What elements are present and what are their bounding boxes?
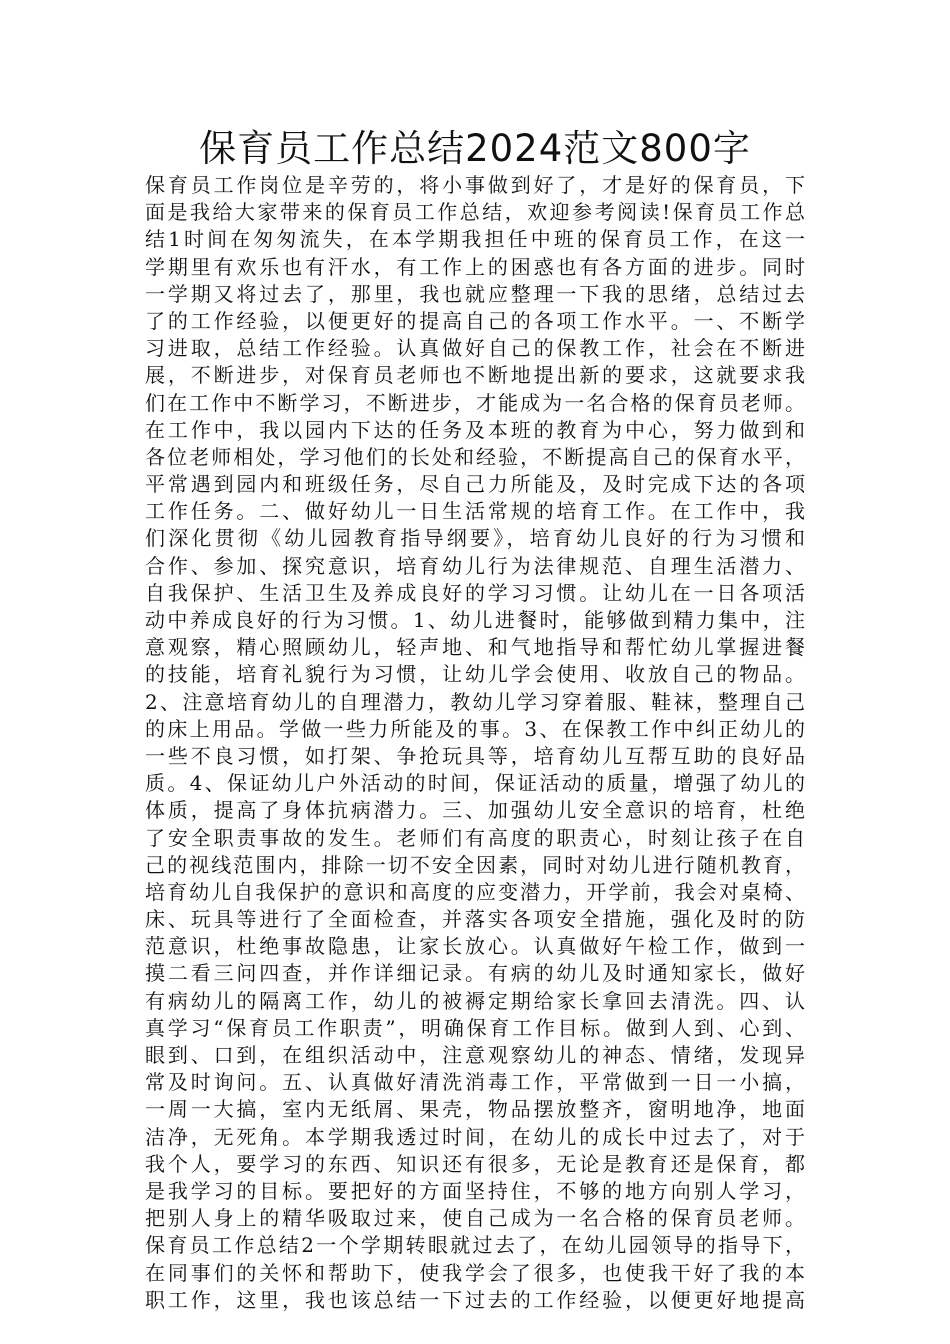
document-title: 保育员工作总结2024范文800字	[199, 127, 751, 170]
body-line: 一学期又将过去了，那里，我也就应整理一下我的思绪，总结过去	[145, 281, 805, 306]
body-line: 体质，提高了身体抗病潜力。三、加强幼儿安全意识的培育，杜绝	[145, 798, 805, 823]
body-line: 动中养成良好的行为习惯。1、幼儿进餐时，能够做到精力集中，注	[145, 608, 805, 632]
body-line: 意观察，精心照顾幼儿，轻声地、和气地指导和帮忙幼儿掌握进餐	[145, 635, 805, 660]
body-line: 在同事们的关怀和帮助下，使我学会了很多，也使我干好了我的本	[145, 1260, 805, 1285]
body-line: 保育员工作岗位是辛劳的，将小事做到好了，才是好的保育员，下	[145, 173, 805, 197]
body-line: 质。4、保证幼儿户外活动的时间，保证活动的质量，增强了幼儿的	[145, 771, 805, 796]
body-line: 把别人身上的精华吸取过来，使自己成为一名合格的保育员老师。	[145, 1206, 805, 1231]
body-line: 2、注意培育幼儿的自理潜力，教幼儿学习穿着服、鞋袜，整理自己	[145, 689, 805, 714]
body-line: 常及时询问。五、认真做好清洗消毒工作，平常做到一日一小搞，	[145, 1070, 805, 1095]
body-line: 摸二看三问四查，并作详细记录。有病的幼儿及时通知家长，做好	[145, 961, 805, 986]
body-line: 自我保护、生活卫生及养成良好的学习习惯。让幼儿在一日各项活	[145, 580, 805, 605]
body-line: 了的工作经验，以便更好的提高自己的各项工作水平。一、不断学	[145, 308, 805, 333]
document-body	[145, 172, 805, 1314]
body-line: 有病幼儿的隔离工作，幼儿的被褥定期给家长拿回去清洗。四、认	[145, 988, 805, 1013]
body-line: 平常遇到园内和班级任务，尽自己力所能及，及时完成下达的各项	[145, 472, 805, 497]
body-line: 展，不断进步，对保育员老师也不断地提出新的要求，这就要求我	[145, 363, 805, 388]
body-line: 们深化贯彻《幼儿园教育指导纲要》，培育幼儿良好的行为习惯和	[145, 526, 805, 551]
body-line: 一些不良习惯，如打架、争抢玩具等，培育幼儿互帮互助的良好品	[145, 743, 805, 768]
body-line: 学期里有欢乐也有汗水，有工作上的困惑也有各方面的进步。同时	[145, 254, 805, 279]
body-line: 洁净，无死角。本学期我透过时间，在幼儿的成长中过去了，对于	[145, 1124, 805, 1149]
body-line: 眼到、口到，在组织活动中，注意观察幼儿的神态、情绪，发现异	[145, 1043, 805, 1067]
body-line: 是我学习的目标。要把好的方面坚持住，不够的地方向别人学习，	[145, 1178, 805, 1203]
body-line: 结1时间在匆匆流失，在本学期我担任中班的保育员工作，在这一	[145, 227, 805, 252]
body-line: 保育员工作总结2一个学期转眼就过去了，在幼儿园领导的指导下，	[145, 1233, 805, 1258]
body-line: 一周一大搞，室内无纸屑、果壳，物品摆放整齐，窗明地净，地面	[145, 1097, 805, 1122]
body-line: 我个人，要学习的东西、知识还有很多，无论是教育还是保育，都	[145, 1151, 805, 1176]
body-line: 己的视线范围内，排除一切不安全因素，同时对幼儿进行随机教育，	[145, 852, 805, 877]
body-line: 了安全职责事故的发生。老师们有高度的职责心，时刻让孩子在自	[145, 825, 805, 850]
body-line: 真学习“保育员工作职责”，明确保育工作目标。做到人到、心到、	[145, 1015, 805, 1040]
body-line: 职工作，这里，我也该总结一下过去的工作经验，以便更好地提高	[145, 1287, 805, 1312]
body-line: 床、玩具等进行了全面检查，并落实各项安全措施，强化及时的防	[145, 907, 805, 932]
body-line: 在工作中，我以园内下达的任务及本班的教育为中心，努力做到和	[145, 417, 805, 442]
body-line: 合作、参加、探究意识，培育幼儿行为法律规范、自理生活潜力、	[145, 553, 805, 578]
body-line: 的床上用品。学做一些力所能及的事。3、在保教工作中纠正幼儿的	[145, 716, 805, 741]
body-line: 工作任务。二、做好幼儿一日生活常规的培育工作。在工作中，我	[145, 499, 805, 524]
body-line: 面是我给大家带来的保育员工作总结，欢迎参考阅读!保育员工作总	[145, 200, 805, 225]
body-line: 习进取，总结工作经验。认真做好自己的保教工作，社会在不断进	[145, 336, 805, 361]
body-line: 们在工作中不断学习，不断进步，才能成为一名合格的保育员老师。	[145, 390, 805, 415]
body-line: 范意识，杜绝事故隐患，让家长放心。认真做好午检工作，做到一	[145, 934, 805, 959]
body-line: 的技能，培育礼貌行为习惯，让幼儿学会使用、收放自己的物品。	[145, 662, 805, 687]
body-line: 各位老师相处，学习他们的长处和经验，不断提高自己的保育水平，	[145, 444, 805, 469]
body-line: 培育幼儿自我保护的意识和高度的应变潜力，开学前，我会对桌椅、	[145, 879, 805, 904]
